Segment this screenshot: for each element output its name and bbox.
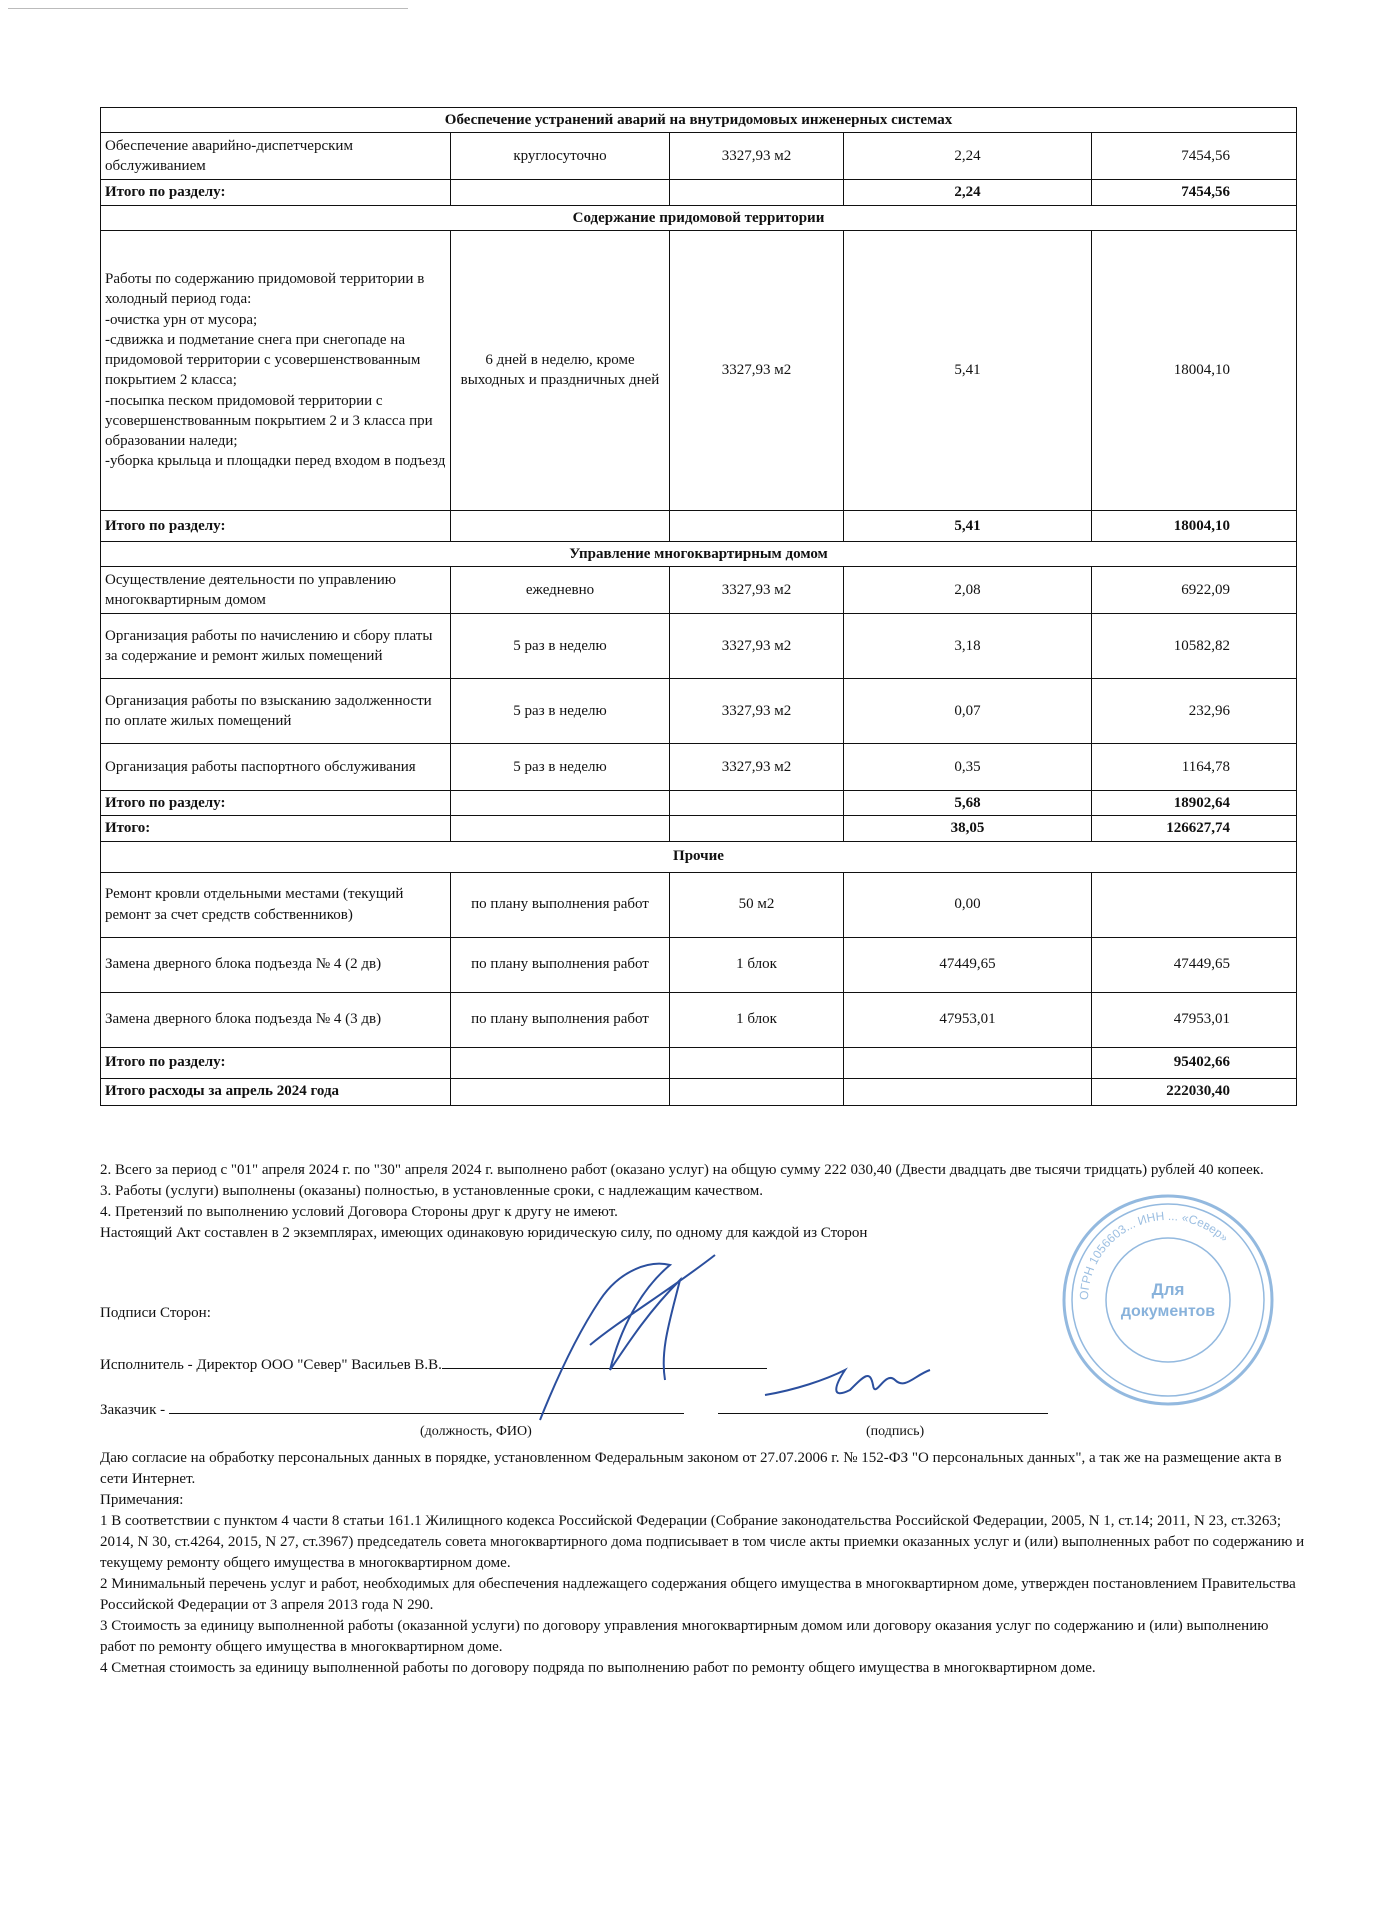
section-header-row <box>101 541 1297 566</box>
cell-empty <box>451 180 670 205</box>
cell-rate: 3,18 <box>844 614 1092 679</box>
cell-rate: 0,00 <box>844 872 1092 937</box>
table-row <box>101 567 1297 614</box>
cell-empty <box>844 1047 1092 1078</box>
note-2: 2 Минимальный перечень услуг и работ, необходимых для обеспечения надлежащего содержания общего имущества в многоквартирном доме, утвержден постановлением Правительства Российской Федерации от 3 апреля 2013 года N 290. <box>100 1576 1296 1613</box>
table-row <box>101 992 1297 1047</box>
cell-total-label: Итого: <box>101 816 451 841</box>
cell-empty <box>670 791 844 816</box>
cell-quantity: 3327,93 м2 <box>670 567 844 614</box>
cell-empty <box>451 510 670 541</box>
cell-empty <box>670 816 844 841</box>
cell-total-label: Итого по разделу: <box>101 510 451 541</box>
executor-signature <box>520 1250 720 1430</box>
cell-sum: 47953,01 <box>1092 992 1297 1047</box>
total-row <box>101 1078 1297 1105</box>
paragraph-total-amount: 2. Всего за период с "01" апреля 2024 г. по "30" апреля 2024 г. выполнено работ (оказано услуг) на общую сумму 222 030,40 (Двести двадцать две тысячи тридцать) рублей 40 копеек. <box>100 1162 1264 1178</box>
cell-quantity: 3327,93 м2 <box>670 230 844 510</box>
cell-sum: 47449,65 <box>1092 937 1297 992</box>
executor-label: Исполнитель - Директор ООО "Север" Васильев В.В. <box>100 1357 442 1373</box>
cell-total-label: Итого по разделу: <box>101 180 451 205</box>
stamp-line2: документов <box>1120 1303 1216 1320</box>
caption-signature: (подпись) <box>866 1424 925 1439</box>
cell-frequency: по плану выполнения работ <box>451 872 670 937</box>
cell-total-rate: 38,05 <box>844 816 1092 841</box>
cell-service-name: Организация работы паспортного обслуживания <box>101 744 451 791</box>
cell-sum: 1164,78 <box>1092 744 1297 791</box>
cell-total-sum: 7454,56 <box>1092 180 1297 205</box>
note-1: 1 В соответствии с пунктом 4 части 8 статьи 161.1 Жилищного кодекса Российской Федерации (Собрание законодательства Российской Федерации, 2005, N 1, ст.14; 2011, N 23, ст.3263; 2014, N 30, ст.4264, 2015, N 27, ст.3967) председатель совета многоквартирного дома подписывает в том числе акты приемки оказанных услуг и (или) выполненных работ по содержанию и текущему ремонту общего имущества в многоквартирном доме. <box>100 1513 1305 1571</box>
cell-empty <box>670 1047 844 1078</box>
cell-quantity: 3327,93 м2 <box>670 679 844 744</box>
cell-quantity: 1 блок <box>670 937 844 992</box>
cell-rate: 0,35 <box>844 744 1092 791</box>
cell-frequency: 6 дней в неделю, кроме выходных и праздничных дней <box>451 230 670 510</box>
cell-rate: 47449,65 <box>844 937 1092 992</box>
stamp-line1: Для <box>1151 1280 1185 1299</box>
cell-total-sum: 18004,10 <box>1092 510 1297 541</box>
cell-service-name: Организация работы по взысканию задолженности по оплате жилых помещений <box>101 679 451 744</box>
cell-empty <box>451 1047 670 1078</box>
total-row <box>101 791 1297 816</box>
cell-empty <box>670 180 844 205</box>
section-header-row <box>101 205 1297 230</box>
cell-frequency: 5 раз в неделю <box>451 679 670 744</box>
section-title: Содержание придомовой территории <box>101 205 1297 230</box>
table-row <box>101 872 1297 937</box>
paragraph-quality: 3. Работы (услуги) выполнены (оказаны) полностью, в установленные сроки, с надлежащим качеством. <box>100 1183 764 1199</box>
cell-service-name: Обеспечение аварийно-диспетчерским обслуживанием <box>101 133 451 180</box>
table-row <box>101 679 1297 744</box>
cell-total-label: Итого по разделу: <box>101 1047 451 1078</box>
cell-total-rate: 2,24 <box>844 180 1092 205</box>
cell-frequency: 5 раз в неделю <box>451 614 670 679</box>
cell-service-name: Осуществление деятельности по управлению многоквартирным домом <box>101 567 451 614</box>
table-row <box>101 744 1297 791</box>
cell-total-sum: 95402,66 <box>1092 1047 1297 1078</box>
cell-service-name: Работы по содержанию придомовой территории в холодный период года: -очистка урн от мусора; -сдвижка и подметание снега при снегопаде на придомовой территории с усовершенствованным покрытием 2 класса; -посыпка песком придомовой территории с усовершенствованным покрытием 2 и 3 класса при образовании наледи; -уборка крыльца и площадки перед входом в подъезд <box>101 230 451 510</box>
total-row <box>101 816 1297 841</box>
cell-total-label: Итого по разделу: <box>101 791 451 816</box>
cell-rate: 0,07 <box>844 679 1092 744</box>
cell-quantity: 3327,93 м2 <box>670 744 844 791</box>
cell-quantity: 50 м2 <box>670 872 844 937</box>
total-row <box>101 180 1297 205</box>
cell-total-rate: 5,41 <box>844 510 1092 541</box>
consent-and-notes <box>100 1448 1305 1679</box>
consent-text: Даю согласие на обработку персональных данных в порядке, установленном Федеральным законом от 27.07.2006 г. № 152-ФЗ "О персональных данных", а так же на размещение акта в сети Интернет. <box>100 1450 1282 1487</box>
cell-sum: 10582,82 <box>1092 614 1297 679</box>
caption-position: (должность, ФИО) <box>420 1424 532 1439</box>
section-title: Обеспечение устранений аварий на внутридомовых инженерных системах <box>101 108 1297 133</box>
cell-quantity: 3327,93 м2 <box>670 133 844 180</box>
scan-edge-line <box>8 8 408 9</box>
cell-rate: 2,24 <box>844 133 1092 180</box>
customer-label: Заказчик - <box>100 1402 166 1418</box>
cell-service-name: Ремонт кровли отдельными местами (текущий ремонт за счет средств собственников) <box>101 872 451 937</box>
cell-total-sum: 126627,74 <box>1092 816 1297 841</box>
cell-sum: 232,96 <box>1092 679 1297 744</box>
cell-quantity: 1 блок <box>670 992 844 1047</box>
customer-signature <box>755 1350 935 1410</box>
services-table <box>100 107 1297 1106</box>
total-row <box>101 510 1297 541</box>
paragraph-no-claims: 4. Претензий по выполнению условий Договора Стороны друг к другу не имеют. <box>100 1204 618 1220</box>
section-title: Прочие <box>101 841 1297 872</box>
cell-frequency: по плану выполнения работ <box>451 992 670 1047</box>
cell-frequency: круглосуточно <box>451 133 670 180</box>
notes-header: Примечания: <box>100 1492 184 1508</box>
cell-rate: 47953,01 <box>844 992 1092 1047</box>
cell-frequency: ежедневно <box>451 567 670 614</box>
cell-frequency: 5 раз в неделю <box>451 744 670 791</box>
cell-total-sum: 222030,40 <box>1092 1078 1297 1105</box>
cell-service-name: Замена дверного блока подъезда № 4 (2 дв) <box>101 937 451 992</box>
cell-total-label: Итого расходы за апрель 2024 года <box>101 1078 451 1105</box>
cell-frequency: по плану выполнения работ <box>451 937 670 992</box>
note-4: 4 Сметная стоимость за единицу выполненной работы по договору подряда по выполнению работ по ремонту общего имущества в многоквартирном доме. <box>100 1660 1096 1676</box>
stamp-ring-text: ОГРН 1056603... ИНН ... «Север» <box>1076 1208 1232 1301</box>
cell-empty <box>451 816 670 841</box>
cell-rate: 2,08 <box>844 567 1092 614</box>
cell-empty <box>844 1078 1092 1105</box>
section-header-row <box>101 841 1297 872</box>
cell-sum: 7454,56 <box>1092 133 1297 180</box>
cell-service-name: Организация работы по начислению и сбору платы за содержание и ремонт жилых помещений <box>101 614 451 679</box>
note-3: 3 Стоимость за единицу выполненной работы (оказанной услуги) по договору управления многоквартирным домом или договору оказания услуг по содержанию и (или) выполнению работ по ремонту общего имущества в многоквартирном доме. <box>100 1618 1269 1655</box>
total-row <box>101 1047 1297 1078</box>
paragraph-copies: Настоящий Акт составлен в 2 экземплярах, имеющих одинаковую юридическую силу, по одному для каждой из Сторон <box>100 1225 868 1241</box>
table-row <box>101 614 1297 679</box>
cell-empty <box>451 791 670 816</box>
signatures-header: Подписи Сторон: <box>100 1305 211 1321</box>
cell-service-name: Замена дверного блока подъезда № 4 (3 дв) <box>101 992 451 1047</box>
table-row <box>101 230 1297 510</box>
cell-quantity: 3327,93 м2 <box>670 614 844 679</box>
section-title: Управление многоквартирным домом <box>101 541 1297 566</box>
cell-sum <box>1092 872 1297 937</box>
cell-rate: 5,41 <box>844 230 1092 510</box>
cell-sum: 18004,10 <box>1092 230 1297 510</box>
table-row <box>101 133 1297 180</box>
organization-stamp <box>1058 1190 1278 1410</box>
cell-total-rate: 5,68 <box>844 791 1092 816</box>
cell-empty <box>670 510 844 541</box>
cell-total-sum: 18902,64 <box>1092 791 1297 816</box>
table-row <box>101 937 1297 992</box>
cell-sum: 6922,09 <box>1092 567 1297 614</box>
section-header-row <box>101 108 1297 133</box>
cell-empty <box>451 1078 670 1105</box>
cell-empty <box>670 1078 844 1105</box>
